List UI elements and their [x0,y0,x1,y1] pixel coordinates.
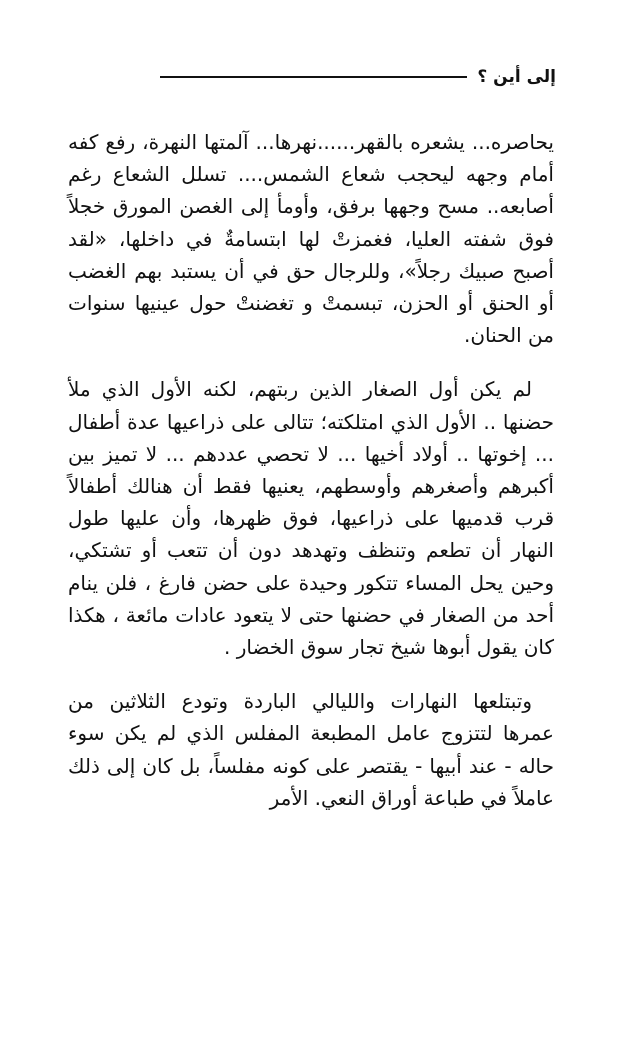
chapter-title: إلى أين ؟ [477,67,556,87]
paragraph-2: لم يكن أول الصغار الذين ربتهم، لكنه الأول الذي ملأ حضنها .. الأول الذي امتلكته؛ تتالى على ذراعيها عدة أطفال ... إخوتها .. أولاد أخيها ... لا تحصي عددهم ... لا تميز بين أكبرهم وأصغرهم وأوسطهم، يعنيها فقط أن هنالك أطفالاً قرب قدميها على ذراعيها، فوق ظهرها، وأن عليها طول النهار أن تطعم وتنظف وتهدهد دون أن تتعب أو تشتكي، وحين يحل المساء تتكور وحيدة على حضن فارغ ، فلن ينام أحد من الصغار في حضنها حتى لا يتعود عادات مائعة ، هكذا كان يقول أبوها شيخ تجار سوق الخضار . [68,377,554,660]
header-rule [160,76,467,78]
body-text [68,126,554,814]
running-header [160,62,556,92]
paragraph-3: وتبتلعها النهارات والليالي الباردة وتودع الثلاثين من عمرها لتتزوج عامل المطبعة المفلس الذي لم يكن سوء حاله - عند أبيها - يقتصر على كونه مفلساً، بل كان إلى ذلك عاملاً في طباعة أوراق النعي. الأمر [68,689,554,810]
paragraph-1: يحاصره... يشعره بالقهر......نهرها... آلمتها النهرة، رفع كفه أمام وجهه ليحجب شعاع الشمس.... تسلل الشعاع رغم أصابعه.. مسح وجهها برفق، وأومأ إلى الغصن المورق خجلاً فوق شفته العليا، فغمزتْ لها ابتسامةٌ في داخلها، «لقد أصبح صبيك رجلاً»، وللرجال حق في أن يستبد بهم الغضب أو الحنق أو الحزن، تبسمتْ و تغضنتْ حول عينيها سنوات من الحنان. [68,130,554,348]
